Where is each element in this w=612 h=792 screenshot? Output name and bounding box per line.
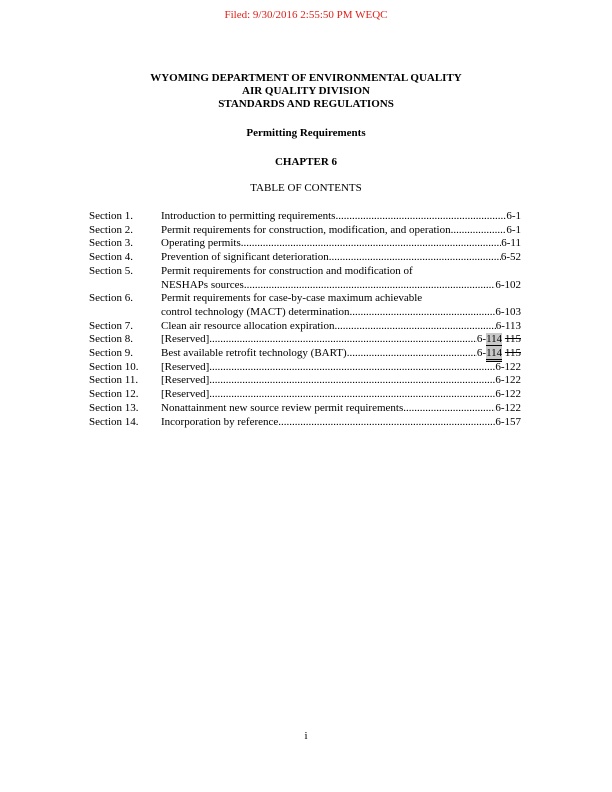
page-ref: 6-1 [506,223,521,236]
section-title: [Reserved] [161,360,210,373]
chapter-title: CHAPTER 6 [274,156,338,168]
section-label: Section 11. [89,374,139,387]
table-of-contents [89,210,521,429]
leader-dots [451,224,507,238]
section-title: Operating permits [161,237,241,250]
section-label: Section 13. [89,401,139,414]
section-label: Section 4. [89,251,133,264]
toc-row-6 [89,292,521,306]
page-number: i [304,730,308,742]
page-ref [477,333,521,347]
leader-dots [347,347,477,361]
section-label: Section 6. [89,292,133,305]
toc-row-14 [89,416,521,430]
page-ref: 6-52 [500,251,521,264]
leader-dots [329,251,501,265]
section-label: Section 5. [89,264,133,277]
filed-stamp: Filed: 9/30/2016 2:55:50 PM WEQC [224,9,388,21]
leader-dots [241,237,502,251]
section-title: [Reserved] [161,374,210,387]
division-title: AIR QUALITY DIVISION [242,85,370,97]
section-title: Permit requirements for construction, modification, and operation [161,223,451,236]
toc-row-5 [89,265,521,279]
toc-row-13 [89,402,521,416]
section-label: Section 12. [89,388,139,401]
section-title-line1: Permit requirements for case-by-case maximum achievable [161,292,423,305]
toc-row-12 [89,388,521,402]
leader-dots [209,333,477,347]
leader-dots [244,279,496,293]
leader-dots [349,306,495,320]
page-prefix: 6- [476,333,487,346]
toc-row-2 [89,224,521,238]
toc-title: TABLE OF CONTENTS [250,182,362,194]
toc-row-10 [89,361,521,375]
section-label: Section 7. [89,319,133,332]
page-ref: 6-122 [495,388,521,401]
page-ref: 6-122 [495,401,521,414]
toc-row-3 [89,237,521,251]
page-ref: 6-103 [495,305,521,318]
section-title: Introduction to permitting requirements [161,210,336,222]
section-title-line1: Permit requirements for construction and modification of [161,264,413,277]
section-title-line2: control technology (MACT) determination [161,305,350,318]
leader-dots [209,388,495,402]
section-label: Section 14. [89,415,139,428]
section-title: Best available retrofit technology (BART) [161,347,347,360]
section-title: Clean air resource allocation expiration [161,319,335,332]
toc-row-9 [89,347,521,361]
page-ref: 6-157 [495,415,521,428]
standards-title: STANDARDS AND REGULATIONS [218,98,394,110]
page-inserted: 114 [486,333,502,348]
leader-dots [278,416,495,430]
page-ref: 6-122 [495,374,521,387]
toc-row-6-cont [89,306,521,320]
page-ref: 6-11 [501,237,521,250]
section-label: Section 10. [89,360,139,373]
toc-row-5-cont [89,279,521,293]
leader-dots [334,320,495,334]
section-title: [Reserved] [161,333,210,346]
page-ref: 6-102 [495,278,521,291]
agency-title: WYOMING DEPARTMENT OF ENVIRONMENTAL QUALITY [150,72,462,84]
section-label: Section 2. [89,223,133,236]
page-inserted: 114 [486,347,502,362]
leader-dots [403,402,495,416]
page-deleted: 115 [504,347,521,360]
section-title: Incorporation by reference [161,415,279,428]
section-label: Section 1. [89,210,133,222]
page-deleted: 115 [504,333,521,346]
toc-row-7 [89,320,521,334]
section-title: Prevention of significant deterioration [161,251,329,264]
page-ref: 6-1 [506,210,521,222]
section-label: Section 3. [89,237,133,250]
toc-row-8 [89,333,521,347]
page-ref [477,347,521,361]
section-title: [Reserved] [161,388,210,401]
leader-dots [335,210,506,224]
section-label: Section 8. [89,333,133,346]
section-title-line2: NESHAPs sources [161,278,244,291]
page-ref: 6-122 [495,360,521,373]
leader-dots [209,374,495,388]
page-prefix: 6- [476,347,487,360]
toc-row-1 [89,210,521,224]
leader-dots [209,361,495,375]
subject-title: Permitting Requirements [246,127,366,139]
page-ref: 6-113 [495,319,521,332]
toc-row-11 [89,374,521,388]
toc-row-4 [89,251,521,265]
section-label: Section 9. [89,347,133,360]
section-title: Nonattainment new source review permit requirements [161,401,404,414]
